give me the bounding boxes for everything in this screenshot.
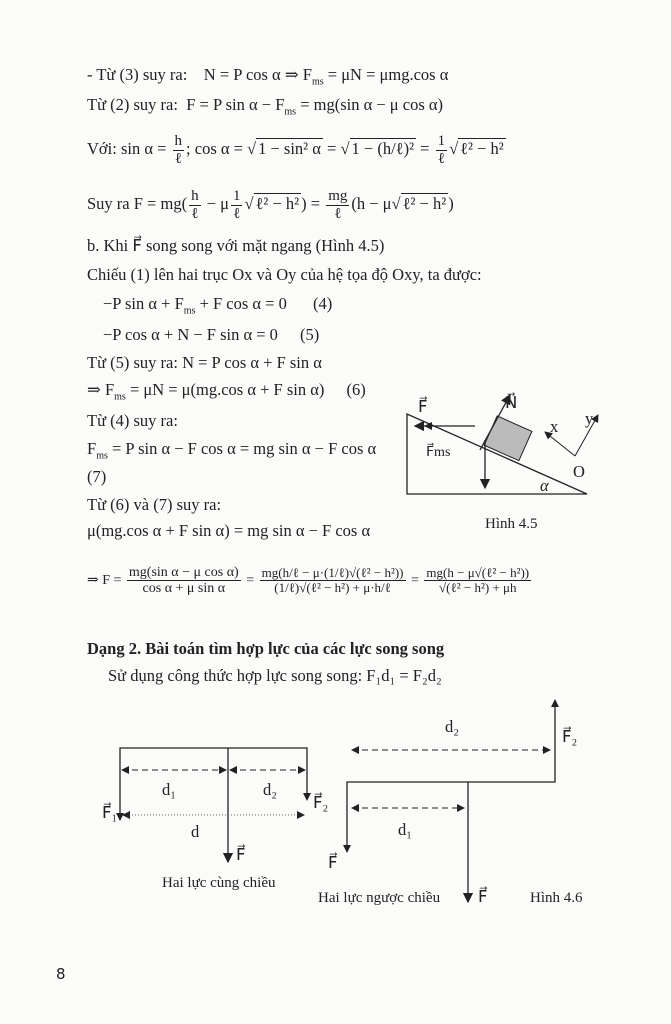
equation: = mg(sin α − μ cos α)	[296, 95, 444, 114]
same-direction-diagram	[102, 748, 328, 891]
equation: sin α =	[120, 138, 167, 158]
label-y: y	[585, 409, 594, 428]
opposite-direction-diagram	[318, 700, 583, 906]
denominator: ℓ	[191, 205, 199, 222]
subscript: ms	[114, 391, 126, 403]
label-F: F⃗	[418, 397, 428, 416]
denominator: ℓ	[437, 150, 445, 167]
equation-4	[103, 295, 332, 316]
subscript: ms	[284, 106, 297, 118]
numerator: mg(h − μ√(ℓ² − h²))	[426, 565, 530, 581]
equation-number: (4)	[313, 294, 333, 313]
label-F1: F⃗₁	[102, 803, 118, 822]
fraction	[326, 188, 349, 222]
equation: F	[87, 439, 97, 458]
equation-5	[103, 326, 319, 344]
equation: −P cos α + N − F sin α = 0	[103, 325, 278, 344]
text-line: Sử dụng công thức hợp lực song song: F₁d₁ = F₂d₂	[108, 666, 442, 685]
equation: − μ	[202, 193, 229, 213]
radicand: ℓ² − h²	[402, 193, 447, 213]
equation: = P sin α − F cos α = mg sin α − F cos α	[107, 439, 377, 458]
equation-6	[87, 381, 366, 402]
equation-line-1	[87, 66, 448, 87]
label-Fms: F⃗ms	[426, 445, 451, 460]
fraction	[424, 566, 531, 596]
label-d2: d₂	[445, 717, 460, 736]
equation: ⇒ F =	[87, 573, 122, 589]
numerator: mg(sin α − μ cos α)	[128, 565, 239, 580]
text: Từ (2) suy ra:	[87, 95, 178, 114]
equation: μ(mg.cos α + F sin α) = mg sin α − F cos α	[87, 521, 371, 540]
equation-number: (7)	[87, 467, 107, 486]
equation-7	[87, 440, 376, 461]
subscript: ms	[311, 76, 324, 88]
label-x: x	[550, 417, 559, 436]
text-line: Chiếu (1) lên hai trục Ox và Oy của hệ tọa độ Oxy, ta được:	[87, 265, 482, 284]
subscript: ms	[183, 305, 196, 317]
equation-final	[87, 565, 533, 597]
fraction	[173, 133, 185, 167]
fraction	[127, 565, 241, 597]
label-alpha: α	[540, 476, 549, 495]
equals: =	[246, 573, 255, 589]
equation-line-2	[87, 96, 443, 117]
equation: N = P cos α ⇒ F	[203, 65, 312, 84]
numerator: 1	[437, 133, 446, 149]
equation: = μN = μmg.cos α	[323, 65, 449, 84]
caption-same-direction: Hai lực cùng chiều	[162, 875, 276, 891]
equation: )	[448, 193, 454, 213]
figure-4-6-parallel-forces	[90, 690, 650, 915]
equation: =	[416, 138, 430, 158]
fraction	[189, 188, 201, 222]
label-F: F⃗	[236, 845, 246, 864]
label-F: F⃗	[328, 853, 338, 872]
radicand: ℓ² − h²	[460, 138, 504, 158]
denominator: ℓ	[334, 205, 342, 222]
equation: = μN = μ(mg.cos α + F sin α)	[125, 380, 325, 399]
equation: F = P sin α − F	[186, 95, 285, 114]
equation-number: (5)	[300, 325, 320, 344]
fraction	[231, 188, 243, 222]
text-line: Từ (4) suy ra:	[87, 411, 178, 430]
radicand: ℓ² − h²	[255, 193, 300, 213]
fraction	[436, 133, 448, 167]
text: Suy ra	[87, 193, 130, 213]
block	[484, 416, 532, 461]
equation: = √	[322, 138, 350, 158]
denominator: √(ℓ² − h²) + μh	[439, 580, 517, 596]
section-b-title: b. Khi F⃗ song song với mặt ngang (Hình 4.5)	[87, 236, 385, 255]
page-number: 8	[56, 965, 66, 983]
equation: ) =	[301, 193, 321, 213]
equation: √	[244, 193, 254, 213]
denominator: cos α + μ sin α	[142, 581, 226, 597]
figure-caption: Hình 4.5	[485, 516, 538, 532]
denominator: ℓ	[174, 150, 182, 167]
equals: =	[411, 573, 419, 589]
equation-line-4	[87, 188, 454, 222]
fraction	[260, 566, 406, 596]
equation-number: (6)	[346, 380, 366, 399]
label-d1: d₁	[162, 780, 177, 799]
figure-4-5-incline	[380, 380, 640, 540]
caption-opposite-direction: Hai lực ngược chiều	[318, 890, 441, 906]
equation: −P sin α + F	[103, 294, 184, 313]
label-O: O	[573, 462, 585, 481]
denominator: (1/ℓ)√(ℓ² − h²) + μ·h/ℓ	[274, 580, 391, 596]
numerator: mg	[328, 188, 348, 204]
equation: + F cos α = 0	[195, 294, 287, 313]
radicand: 1 − sin² α	[258, 138, 321, 158]
numerator: h	[174, 133, 183, 149]
equation: ; cos α = √	[186, 138, 257, 158]
equation-line-3	[87, 133, 506, 167]
label-d: d	[191, 822, 200, 841]
equation: √	[449, 138, 459, 158]
numerator: mg(h/ℓ − μ·(1/ℓ)√(ℓ² − h²))	[261, 565, 404, 581]
label-F-resultant: F⃗	[478, 887, 488, 906]
label-d1: d₁	[398, 820, 413, 839]
equation: (h − μ√	[351, 193, 401, 213]
section-heading: Dạng 2. Bài toán tìm hợp lực của các lực song song	[87, 639, 445, 658]
numerator: 1	[232, 188, 241, 204]
denominator: ℓ	[233, 205, 241, 222]
label-N: N⃗	[505, 393, 518, 412]
text: Với:	[87, 138, 117, 158]
equation: ⇒ F	[87, 380, 115, 399]
subscript: ms	[96, 450, 108, 462]
radicand: 1 − (h/ℓ)²	[351, 138, 415, 158]
equation: F = mg(	[133, 193, 188, 213]
numerator: h	[191, 188, 199, 204]
text-line: Từ (5) suy ra: N = P cos α + F sin α	[87, 353, 322, 372]
label-F2: F⃗₂	[562, 727, 578, 746]
label-d2: d₂	[263, 780, 278, 799]
text-line: Từ (6) và (7) suy ra:	[87, 495, 222, 514]
text: - Từ (3) suy ra:	[87, 65, 188, 84]
figure-caption: Hình 4.6	[530, 890, 583, 906]
label-F2: F⃗₂	[313, 793, 329, 812]
